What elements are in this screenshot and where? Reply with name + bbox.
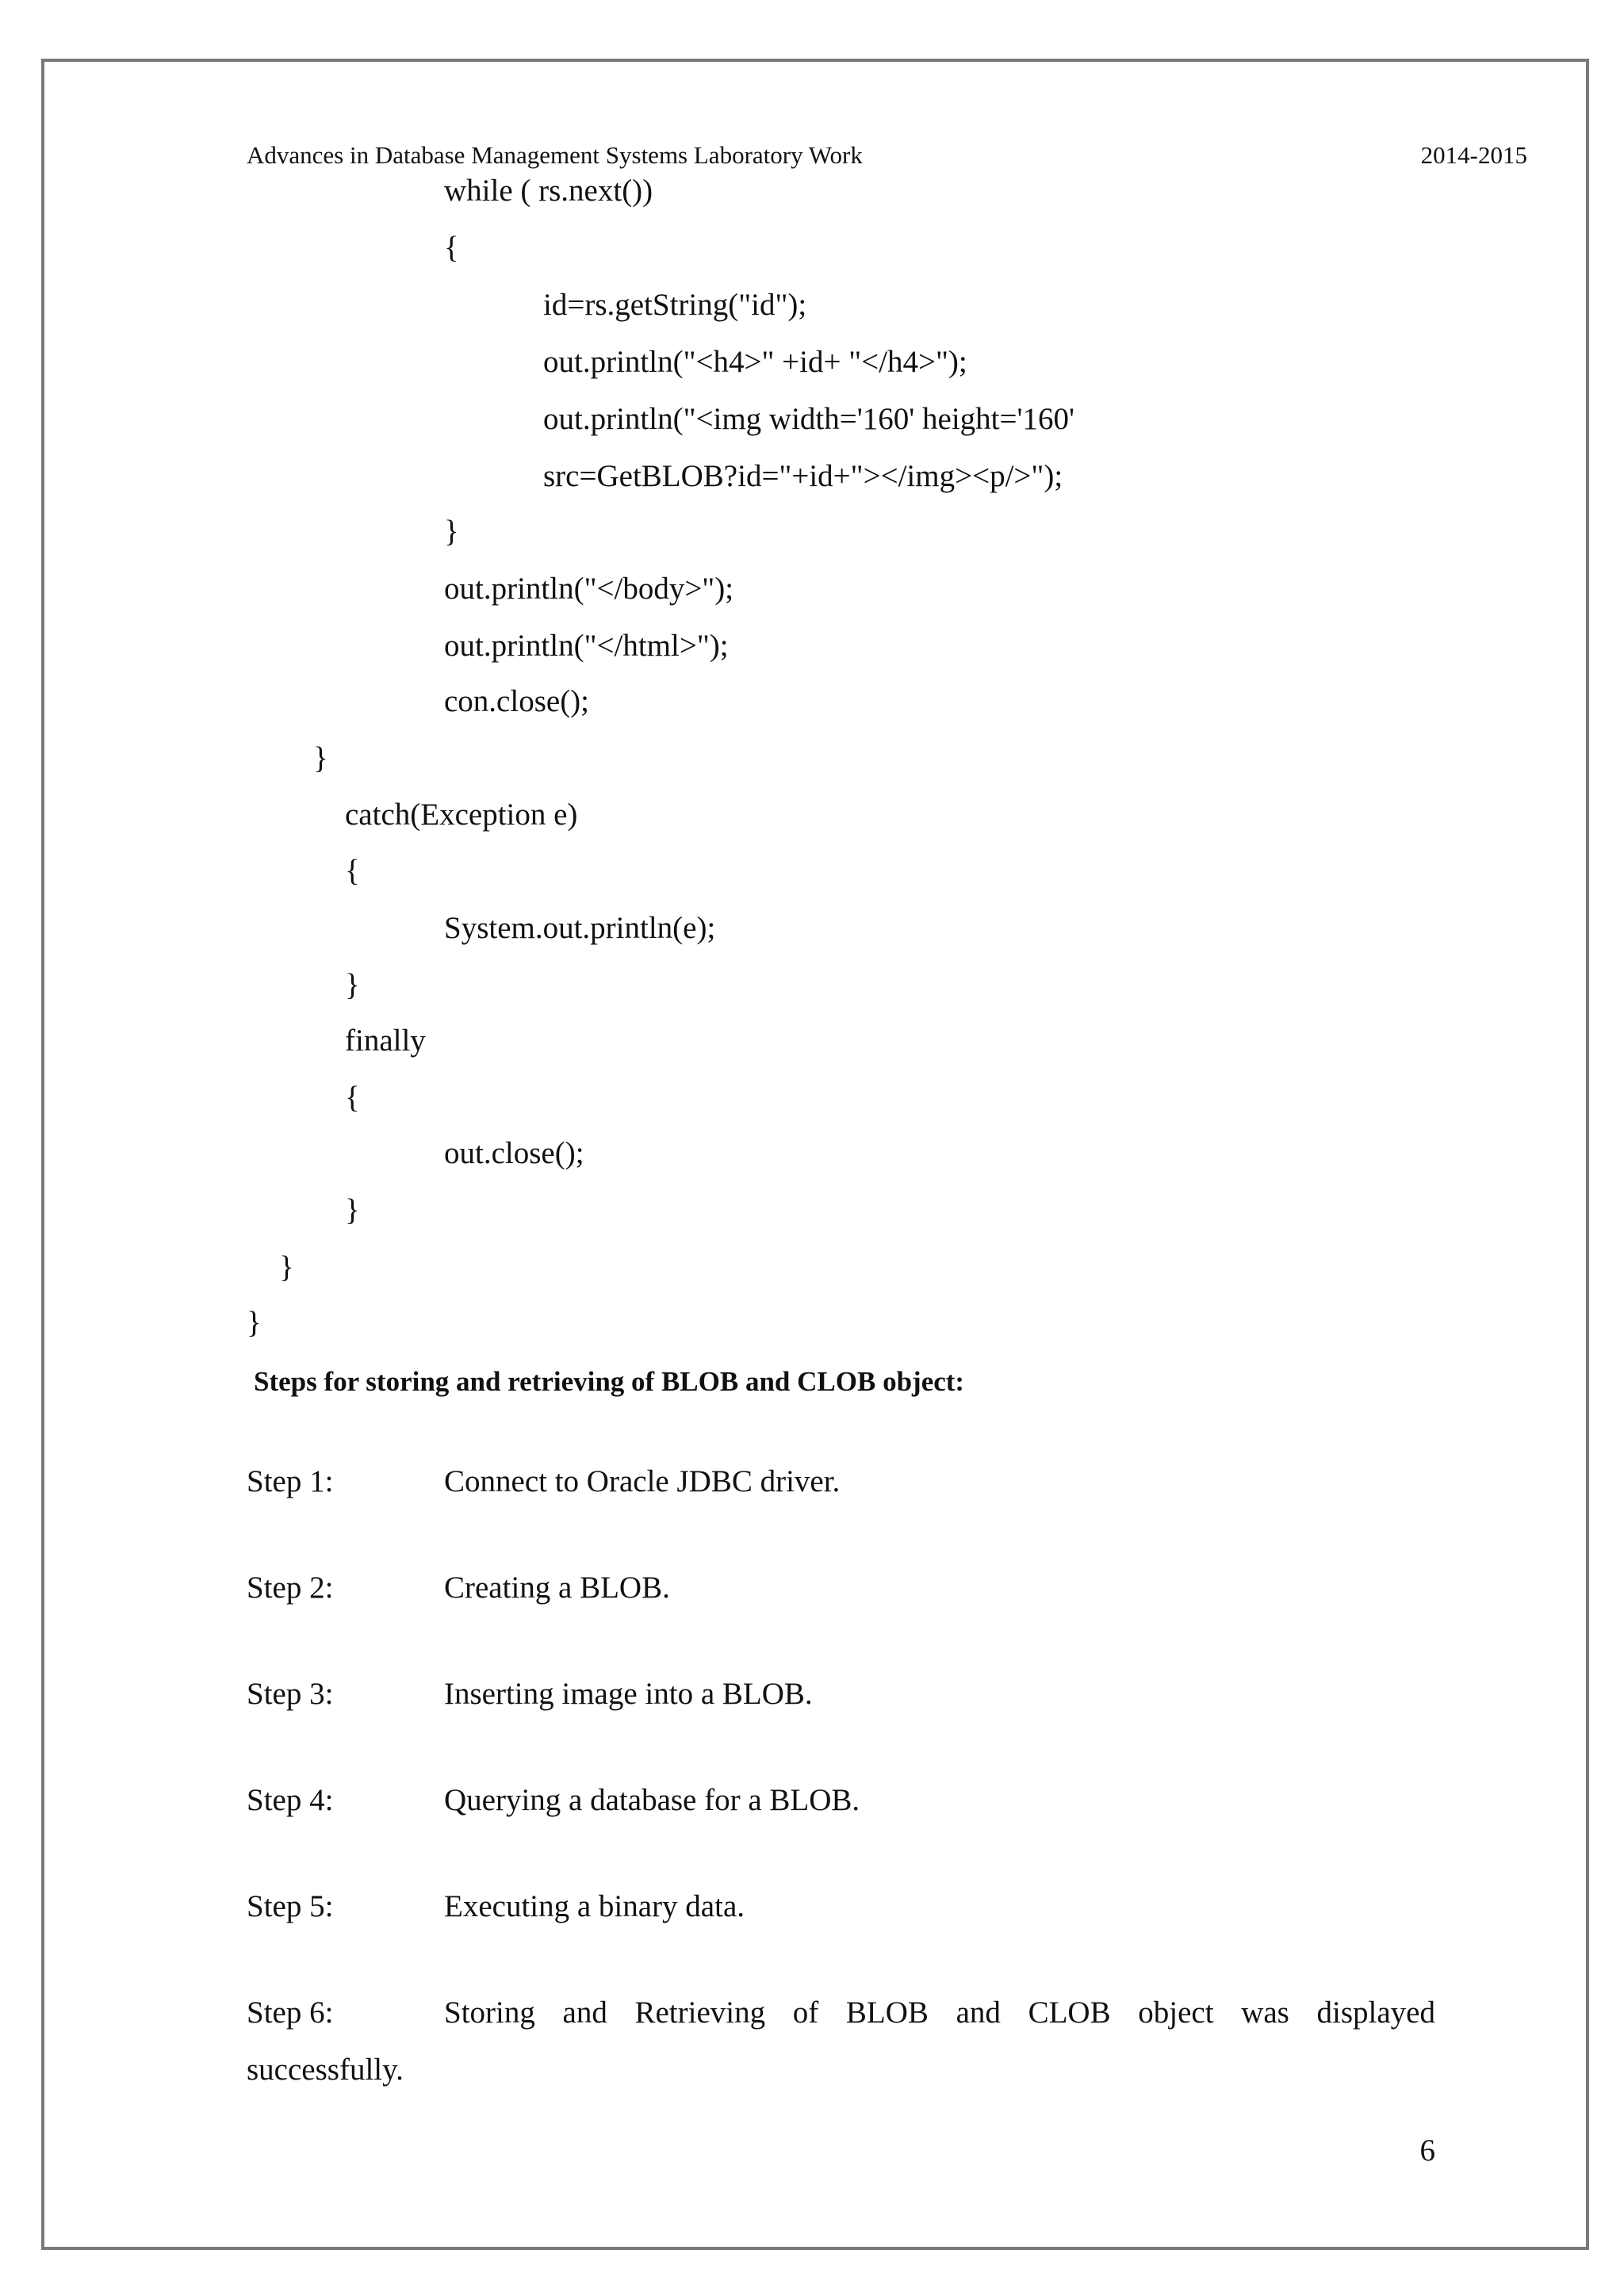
code-line: { [444,231,459,265]
code-line: System.out.println(e); [444,911,716,945]
page-number: 6 [1419,2133,1435,2168]
header-year: 2014-2015 [1420,141,1527,169]
code-line: } [444,515,459,549]
step-text: Creating a BLOB. [444,1571,670,1605]
code-line: out.println("</body>"); [444,572,734,606]
code-line: } [345,968,360,1002]
code-line: con.close(); [444,684,590,718]
code-line: catch(Exception e) [345,798,578,832]
step-label: Step 3: [247,1677,334,1711]
code-line: src=GetBLOB?id="+id+"></img><p/>"); [543,459,1063,493]
code-line: } [345,1193,360,1227]
code-line: finally [345,1024,426,1058]
code-line: } [313,741,328,775]
code-line: out.println("<h4>" +id+ "</h4>"); [543,345,967,379]
step-text: Storing and Retrieving of BLOB and CLOB object was displayed [444,1996,1435,2030]
step-text: Inserting image into a BLOB. [444,1677,813,1711]
section-heading: Steps for storing and retrieving of BLOB and CLOB object: [254,1366,965,1397]
step-text: Querying a database for a BLOB. [444,1783,860,1817]
step-label: Step 2: [247,1571,334,1605]
step-label: Step 1: [247,1464,334,1498]
step-label: Step 5: [247,1889,334,1923]
code-line: while ( rs.next()) [444,174,653,208]
code-line: out.println("</html>"); [444,629,729,663]
code-line: { [345,854,360,888]
step-text: Executing a binary data. [444,1889,745,1923]
code-line: out.close(); [444,1136,584,1170]
code-line: id=rs.getString("id"); [543,288,807,322]
code-line: } [279,1250,294,1284]
code-line: out.println("<img width='160' height='160' [543,402,1075,436]
step-text: Connect to Oracle JDBC driver. [444,1464,841,1498]
step-label: Step 6: [247,1996,334,2030]
step-text-continuation: successfully. [247,2053,404,2087]
code-line: { [345,1081,360,1115]
code-line: } [247,1306,262,1340]
step-label: Step 4: [247,1783,334,1817]
header-title: Advances in Database Management Systems Laboratory Work [247,141,863,169]
